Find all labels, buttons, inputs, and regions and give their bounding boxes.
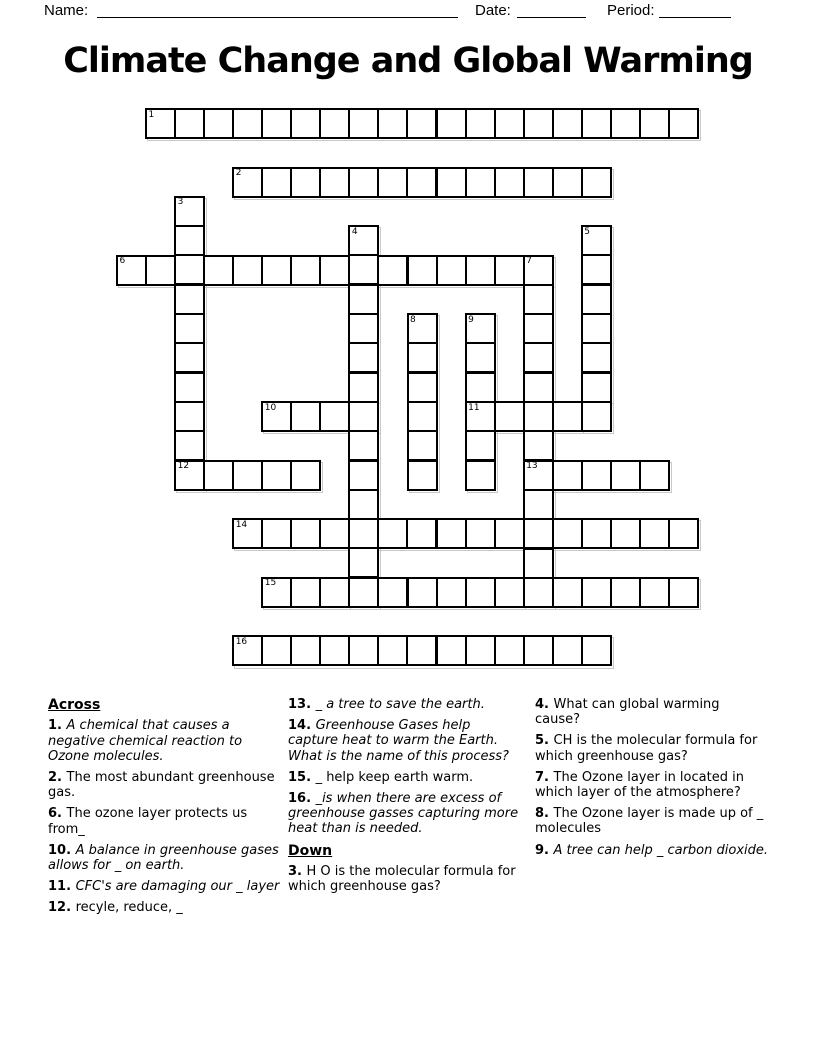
grid-cell[interactable] xyxy=(203,108,234,139)
grid-cell[interactable] xyxy=(523,518,554,549)
grid-cell[interactable] xyxy=(174,225,205,256)
grid-cell[interactable] xyxy=(319,401,350,432)
grid-cell[interactable] xyxy=(407,401,438,432)
grid-cell[interactable] xyxy=(290,255,321,286)
grid-cell[interactable] xyxy=(552,518,583,549)
grid-cell[interactable] xyxy=(610,108,641,139)
grid-cell[interactable] xyxy=(348,518,379,549)
grid-cell[interactable] xyxy=(319,255,350,286)
page-title: Climate Change and Global Warming xyxy=(63,41,753,81)
clue-number: 12. xyxy=(48,900,76,916)
grid-cell[interactable] xyxy=(319,108,350,139)
grid-cell[interactable] xyxy=(494,577,525,608)
cell-number: 8 xyxy=(410,314,416,325)
clue-4 xyxy=(535,697,768,727)
grid-cell[interactable] xyxy=(668,518,699,549)
grid-cell[interactable] xyxy=(348,108,379,139)
grid-cell[interactable] xyxy=(552,577,583,608)
clue-text: H O is the molecular formula for which greenhouse gas? xyxy=(288,864,516,895)
grid-cell[interactable] xyxy=(436,577,467,608)
grid-cell[interactable] xyxy=(261,108,292,139)
entry-3-down xyxy=(174,196,205,491)
grid-cell[interactable] xyxy=(174,284,205,315)
grid-cell[interactable] xyxy=(436,167,467,198)
grid-cell[interactable] xyxy=(523,430,554,461)
clue-column-3 xyxy=(535,697,768,864)
clue-6 xyxy=(48,806,286,836)
grid-cell[interactable] xyxy=(581,342,612,373)
grid-cell[interactable] xyxy=(232,255,263,286)
grid-cell[interactable] xyxy=(348,254,379,285)
grid-cell[interactable] xyxy=(581,635,612,666)
grid-cell[interactable] xyxy=(261,167,292,198)
grid-cell[interactable] xyxy=(203,460,234,491)
grid-cell[interactable] xyxy=(523,548,554,579)
clue-text: _ a tree to save the earth. xyxy=(315,697,485,712)
grid-cell[interactable] xyxy=(523,342,554,373)
grid-cell[interactable] xyxy=(436,108,467,139)
clue-text: What can global warming cause? xyxy=(535,697,720,728)
grid-cell[interactable] xyxy=(639,518,670,549)
grid-cell[interactable] xyxy=(639,108,670,139)
clue-list-header-across: Across xyxy=(48,697,101,713)
clue-text: The ozone layer protects us from_ xyxy=(48,806,248,837)
clue-number: 5. xyxy=(535,733,554,749)
grid-cell[interactable] xyxy=(494,635,525,666)
clue-text: CFC's are damaging our _ layer xyxy=(75,879,280,895)
grid-cell[interactable] xyxy=(290,167,321,198)
entry-7-down xyxy=(523,255,554,609)
grid-cell[interactable] xyxy=(348,372,379,403)
cell-number: 4 xyxy=(351,226,358,237)
cell-number: 15 xyxy=(264,578,277,589)
grid-cell[interactable] xyxy=(668,577,699,608)
grid-cell[interactable] xyxy=(290,577,321,608)
grid-cell[interactable] xyxy=(581,313,612,344)
clue-number: 7. xyxy=(535,769,554,785)
grid-cell[interactable] xyxy=(581,167,612,198)
grid-cell[interactable] xyxy=(581,518,612,549)
entry-1-across xyxy=(145,108,699,139)
grid-cell[interactable] xyxy=(319,167,350,198)
grid-cell[interactable] xyxy=(406,167,437,198)
grid-cell[interactable] xyxy=(581,577,612,608)
grid-cell[interactable] xyxy=(581,460,612,491)
grid-cell[interactable] xyxy=(174,254,205,285)
clue-number: 4. xyxy=(535,697,554,712)
clue-number: 11. xyxy=(48,879,76,895)
entry-2-across xyxy=(232,167,612,198)
cell-number: 11 xyxy=(468,402,480,413)
cell-number: 10 xyxy=(264,402,277,413)
grid-cell[interactable] xyxy=(494,401,525,432)
entry-5-down xyxy=(581,225,612,432)
grid-cell[interactable] xyxy=(232,108,263,139)
grid-cell[interactable] xyxy=(145,255,176,286)
grid-cell[interactable] xyxy=(407,460,438,491)
grid-cell[interactable] xyxy=(174,372,205,403)
clue-number: 1. xyxy=(48,718,67,734)
clue-number: 16. xyxy=(288,791,316,807)
grid-cell[interactable] xyxy=(377,167,408,198)
grid-cell[interactable] xyxy=(581,254,612,285)
period-label: Period: xyxy=(607,2,655,19)
grid-cell[interactable] xyxy=(465,342,496,373)
grid-cell[interactable] xyxy=(523,635,554,666)
grid-cell[interactable] xyxy=(290,460,321,491)
grid-cell[interactable] xyxy=(348,577,379,608)
entry-8-down xyxy=(407,313,438,491)
entry-15-across xyxy=(261,577,699,608)
grid-cell[interactable] xyxy=(319,518,350,549)
grid-cell[interactable] xyxy=(348,489,379,520)
grid-cell[interactable] xyxy=(377,577,408,608)
grid-cell[interactable] xyxy=(465,255,496,286)
grid-cell[interactable] xyxy=(581,284,612,315)
grid-cell[interactable] xyxy=(290,401,321,432)
clue-text: _ help keep earth warm. xyxy=(315,769,474,785)
grid-cell[interactable] xyxy=(377,635,408,666)
cell-number: 5 xyxy=(584,226,591,237)
cell-number: 2 xyxy=(235,168,242,179)
grid-cell[interactable] xyxy=(348,313,379,344)
grid-cell[interactable] xyxy=(523,372,554,403)
grid-cell[interactable] xyxy=(436,518,467,549)
clue-column-1 xyxy=(48,697,286,922)
grid-cell[interactable] xyxy=(348,547,379,578)
clue-list-header-down: Down xyxy=(288,842,333,859)
clue-text: A chemical that causes a negative chemical reaction to Ozone molecules. xyxy=(48,718,243,764)
clue-text: recyle, reduce, _ xyxy=(75,900,183,916)
grid-cell[interactable] xyxy=(174,401,205,432)
grid-cell[interactable] xyxy=(290,635,321,666)
grid-cell[interactable] xyxy=(465,460,496,491)
cell-number: 13 xyxy=(526,461,538,472)
grid-cell[interactable] xyxy=(407,577,438,608)
grid-cell[interactable] xyxy=(465,635,496,666)
clue-5 xyxy=(535,733,768,763)
grid-cell[interactable] xyxy=(348,342,379,373)
clue-number: 6. xyxy=(48,806,67,822)
cell-number: 14 xyxy=(235,519,248,530)
cell-number: 9 xyxy=(468,314,474,325)
grid-cell[interactable] xyxy=(377,518,408,549)
grid-cell[interactable] xyxy=(203,255,234,286)
grid-cell[interactable] xyxy=(174,342,205,373)
clue-text: Greenhouse Gases help capture heat to warm the Earth. What is the name of this process? xyxy=(288,718,509,764)
clue-text: The Ozone layer is made up of _ molecules xyxy=(535,806,764,837)
clue-number: 10. xyxy=(48,842,76,858)
grid-cell[interactable] xyxy=(348,284,379,315)
clue-column-2 xyxy=(288,697,521,900)
grid-cell[interactable] xyxy=(465,372,496,403)
clue-text: A balance in greenhouse gases allows for _ on earth. xyxy=(48,842,279,873)
grid-cell[interactable] xyxy=(610,460,641,491)
clue-number: 13. xyxy=(288,697,316,712)
grid-cell[interactable] xyxy=(261,635,292,666)
grid-cell[interactable] xyxy=(552,401,583,432)
grid-cell[interactable] xyxy=(261,518,292,549)
grid-cell[interactable] xyxy=(523,489,554,520)
cell-number: 6 xyxy=(119,256,126,266)
grid-cell[interactable] xyxy=(290,518,321,549)
grid-cell[interactable] xyxy=(494,108,525,139)
clue-text: A tree can help _ carbon dioxide. xyxy=(553,842,769,858)
grid-cell[interactable] xyxy=(523,401,554,432)
grid-cell[interactable] xyxy=(465,108,496,139)
grid-cell[interactable] xyxy=(465,167,496,198)
grid-cell[interactable] xyxy=(407,372,438,403)
grid-cell[interactable] xyxy=(581,108,612,139)
clue-14 xyxy=(288,718,521,764)
cell-number: 12 xyxy=(177,461,190,472)
clue-text: The Ozone layer in located in which layer of the atmosphere? xyxy=(535,769,744,801)
grid-cell[interactable] xyxy=(348,460,379,491)
grid-cell[interactable] xyxy=(174,313,205,344)
grid-cell[interactable] xyxy=(552,167,583,198)
grid-cell[interactable] xyxy=(348,167,379,198)
grid-cell[interactable] xyxy=(465,518,496,549)
grid-cell[interactable] xyxy=(639,577,670,608)
grid-cell[interactable] xyxy=(465,430,496,461)
clue-7 xyxy=(535,770,768,800)
entry-9-down xyxy=(465,313,496,491)
grid-cell[interactable] xyxy=(406,635,437,666)
grid-cell[interactable] xyxy=(668,108,699,139)
grid-cell[interactable] xyxy=(174,430,205,461)
grid-cell[interactable] xyxy=(610,518,641,549)
grid-cell[interactable] xyxy=(174,108,205,139)
entry-4-down xyxy=(348,225,379,608)
grid-cell[interactable] xyxy=(581,372,612,403)
grid-cell[interactable] xyxy=(319,635,350,666)
entry-16-across xyxy=(232,635,612,666)
clue-text: The most abundant greenhouse gas. xyxy=(48,769,275,801)
clue-8 xyxy=(535,806,768,836)
clue-text: CH is the molecular formula for which greenhouse gas? xyxy=(535,733,758,764)
grid-cell[interactable] xyxy=(436,255,467,286)
grid-cell[interactable] xyxy=(523,108,554,139)
grid-cell[interactable] xyxy=(552,460,583,491)
grid-cell[interactable] xyxy=(406,518,437,549)
clue-15 xyxy=(288,770,521,785)
grid-cell[interactable] xyxy=(319,577,350,608)
grid-cell[interactable] xyxy=(261,255,292,286)
clue-10 xyxy=(48,843,286,873)
grid-cell[interactable] xyxy=(232,460,263,491)
grid-cell[interactable] xyxy=(523,577,554,608)
grid-cell[interactable] xyxy=(377,108,408,139)
grid-cell[interactable] xyxy=(639,460,670,491)
grid-cell[interactable] xyxy=(465,577,496,608)
grid-cell[interactable] xyxy=(290,108,321,139)
grid-cell[interactable] xyxy=(494,167,525,198)
grid-cell[interactable] xyxy=(552,108,583,139)
clue-number: 3. xyxy=(288,864,307,879)
clue-2 xyxy=(48,770,286,800)
clue-number: 8. xyxy=(535,806,554,822)
clue-number: 9. xyxy=(535,842,554,858)
grid-cell[interactable] xyxy=(494,255,525,286)
grid-cell[interactable] xyxy=(406,108,437,139)
clue-text: _is when there are excess of greenhouse gasses capturing more heat than is needed. xyxy=(288,791,519,837)
grid-cell[interactable] xyxy=(494,518,525,549)
clue-16 xyxy=(288,791,521,837)
grid-cell[interactable] xyxy=(348,635,379,666)
grid-cell[interactable] xyxy=(523,284,554,315)
entry-14-across xyxy=(232,518,699,549)
clue-11 xyxy=(48,879,286,894)
clue-12 xyxy=(48,900,286,915)
grid-cell[interactable] xyxy=(523,313,554,344)
grid-cell[interactable] xyxy=(523,167,554,198)
grid-cell[interactable] xyxy=(581,401,612,432)
clue-13 xyxy=(288,697,521,712)
clue-number: 2. xyxy=(48,769,67,785)
date-label: Date: xyxy=(475,2,511,19)
grid-cell[interactable] xyxy=(377,255,408,286)
name-label: Name: xyxy=(44,2,89,19)
grid-cell[interactable] xyxy=(261,460,292,491)
grid-cell[interactable] xyxy=(348,401,379,432)
grid-cell[interactable] xyxy=(610,577,641,608)
grid-cell[interactable] xyxy=(348,430,379,461)
cell-number: 7 xyxy=(526,256,532,266)
grid-cell[interactable] xyxy=(552,635,583,666)
clue-number: 14. xyxy=(288,718,316,734)
grid-cell[interactable] xyxy=(407,255,438,286)
grid-cell[interactable] xyxy=(436,635,467,666)
cell-number: 16 xyxy=(235,636,248,647)
clue-1 xyxy=(48,718,286,764)
cell-number: 1 xyxy=(148,109,155,120)
clue-number: 15. xyxy=(288,769,316,785)
clue-3 xyxy=(288,864,521,894)
grid-cell[interactable] xyxy=(407,430,438,461)
cell-number: 3 xyxy=(177,197,184,208)
grid-cell[interactable] xyxy=(407,342,438,373)
clue-9 xyxy=(535,843,768,858)
